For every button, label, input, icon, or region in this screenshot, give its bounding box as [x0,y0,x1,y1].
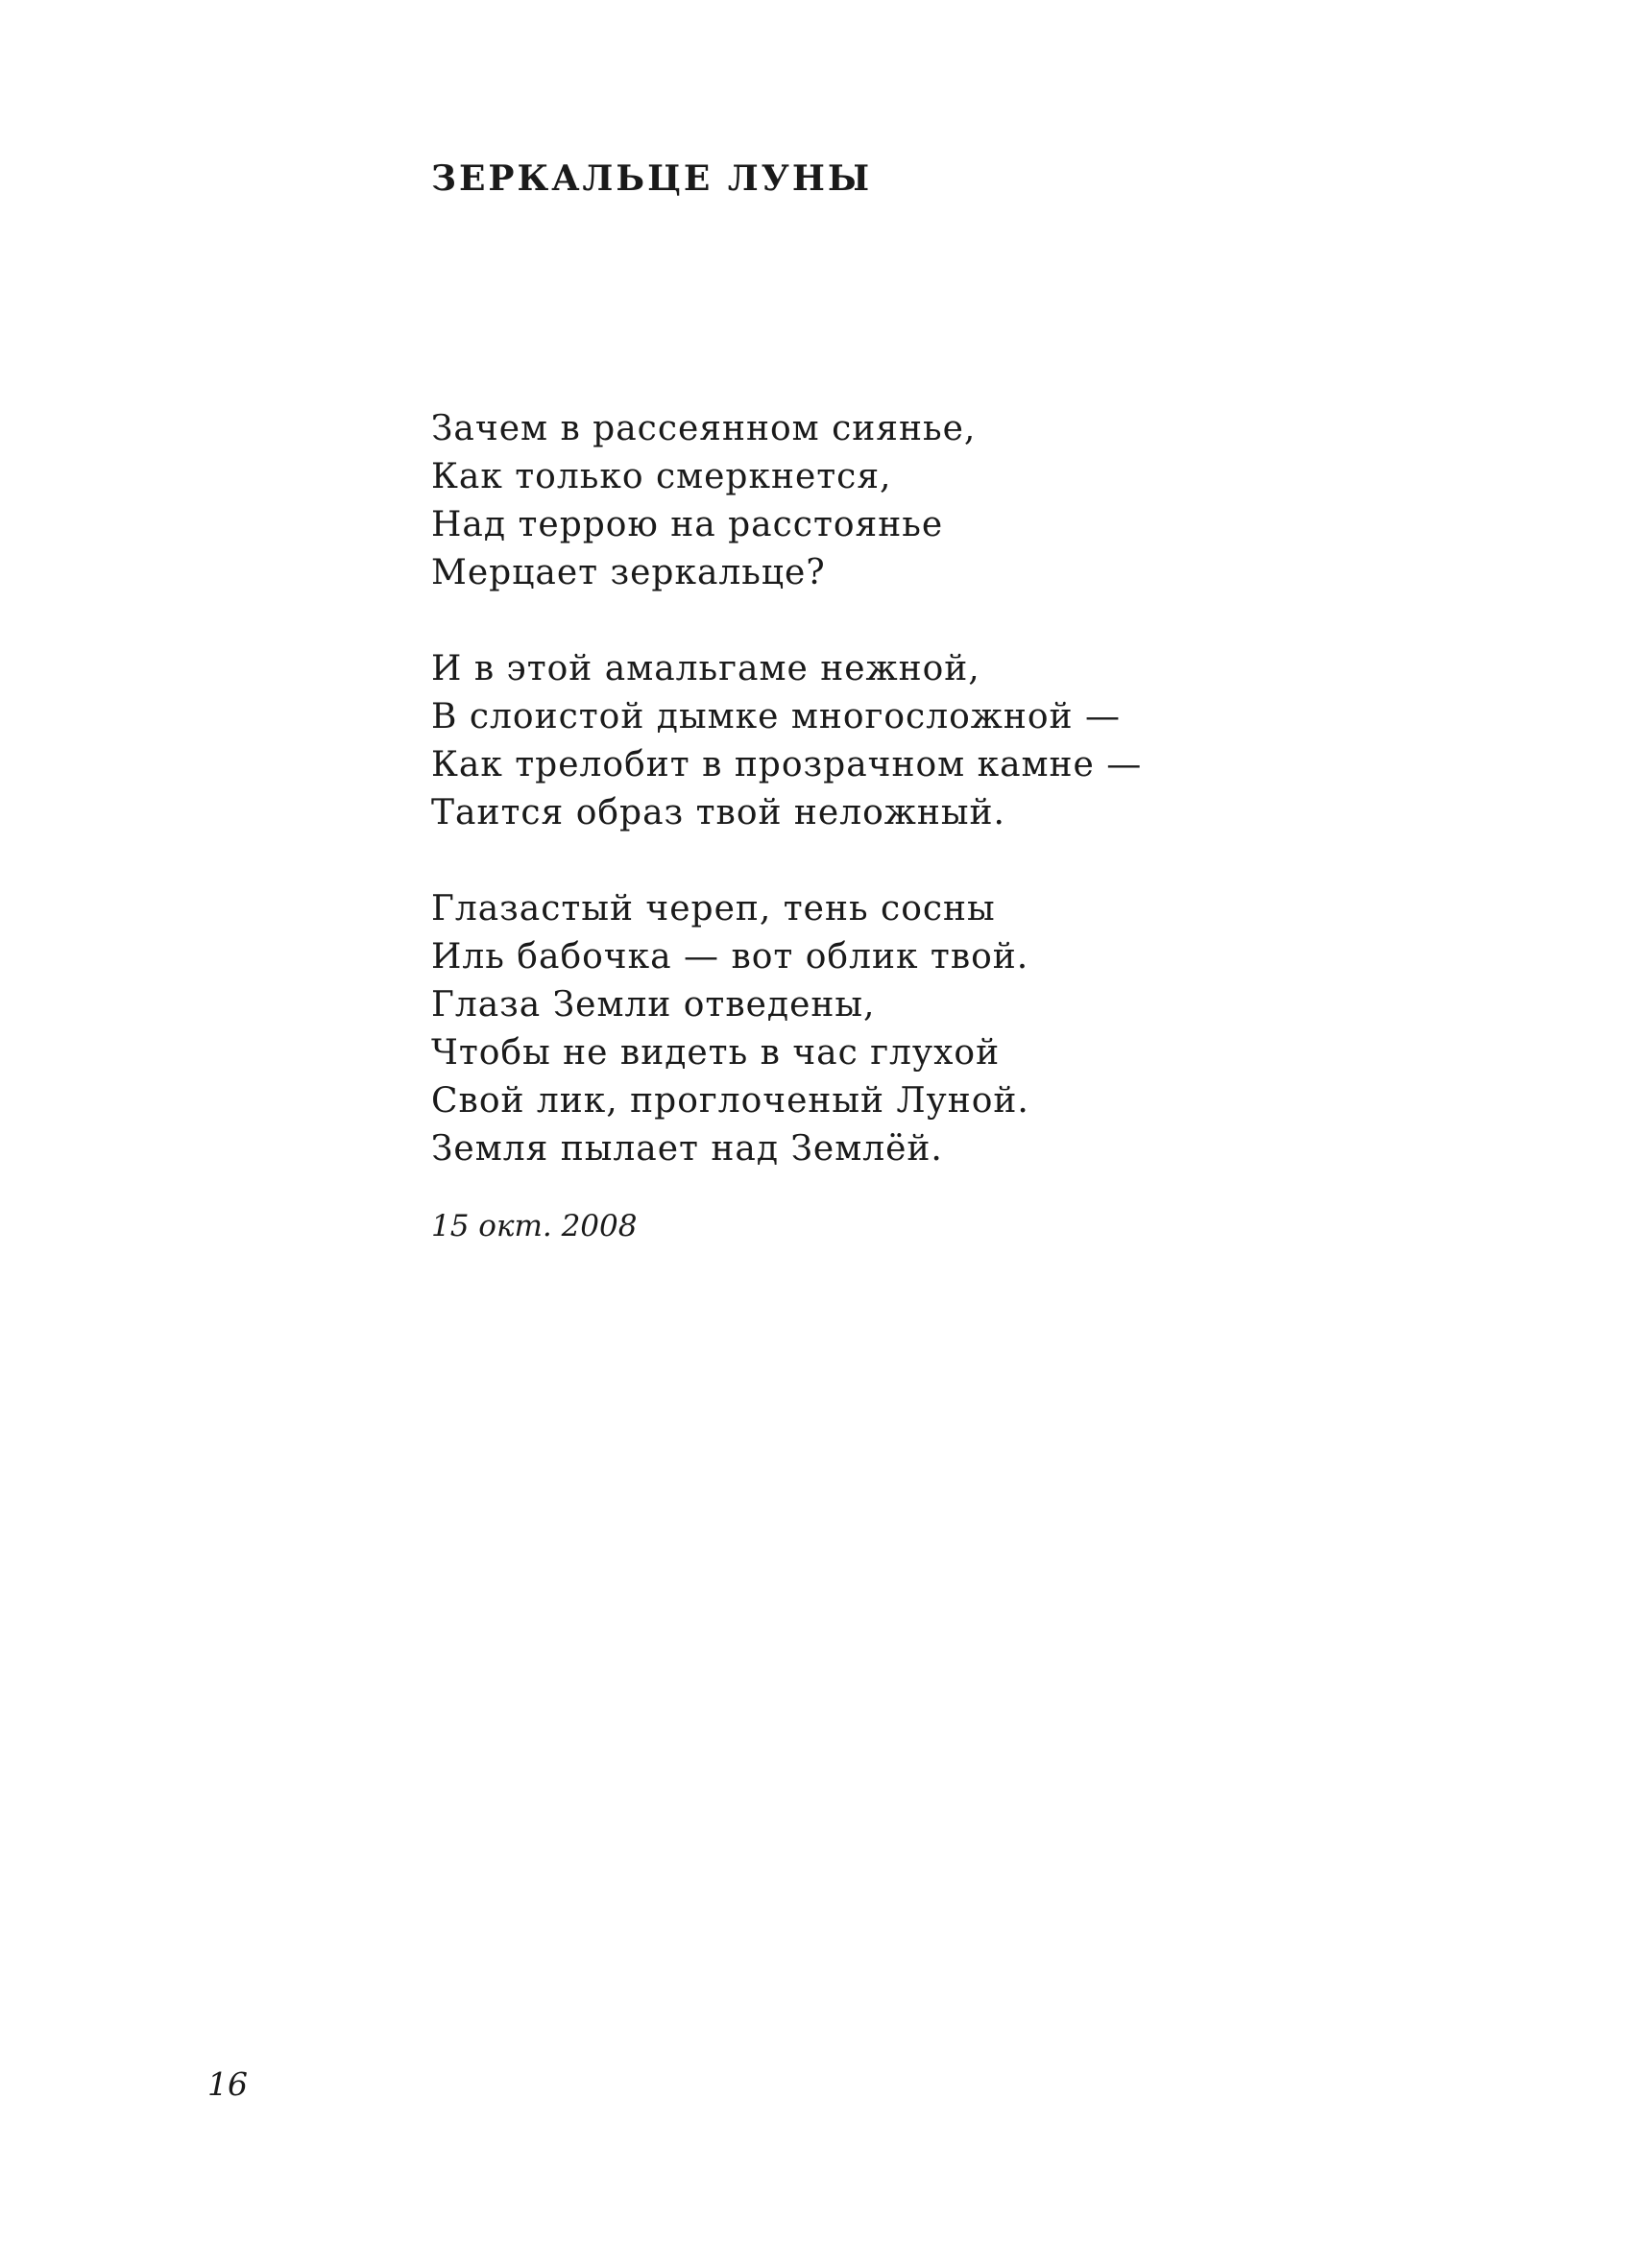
verse-line: И в этой амальгаме нежной, [431,649,980,688]
verse-line: Иль бабочка — вот облик твой. [431,937,1029,977]
verse-line: Свой лик, проглоченый Луной. [431,1081,1029,1121]
verse-line: Земля пылает над Землёй. [431,1129,943,1169]
stanza-1 [431,405,1142,597]
stanza-3 [431,885,1142,1173]
verse-line: Зачем в рассеянном сиянье, [431,409,977,448]
verse-line: Над террою на расстоянье [431,505,944,544]
verse-line: Таится образ твой неложный. [431,793,1005,832]
verse-line: Как только смеркнется, [431,457,892,496]
verse-line: Глаза Земли отведены, [431,985,876,1025]
page-number: 16 [207,2065,248,2103]
verse-line: Чтобы не видеть в час глухой [431,1033,1001,1073]
verse-line: Глазастый череп, тень сосны [431,889,996,929]
verse-line: В слоистой дымке многосложной — [431,697,1121,736]
verse-line: Как трелобит в прозрачном камне — [431,745,1143,784]
poem-body [431,405,1142,1173]
verse-line: Мерцает зеркальце? [431,553,826,592]
poem-date: 15 окт. 2008 [431,1209,638,1243]
poem-title: ЗЕРКАЛЬЦЕ ЛУНЫ [431,158,873,199]
stanza-2 [431,645,1142,837]
